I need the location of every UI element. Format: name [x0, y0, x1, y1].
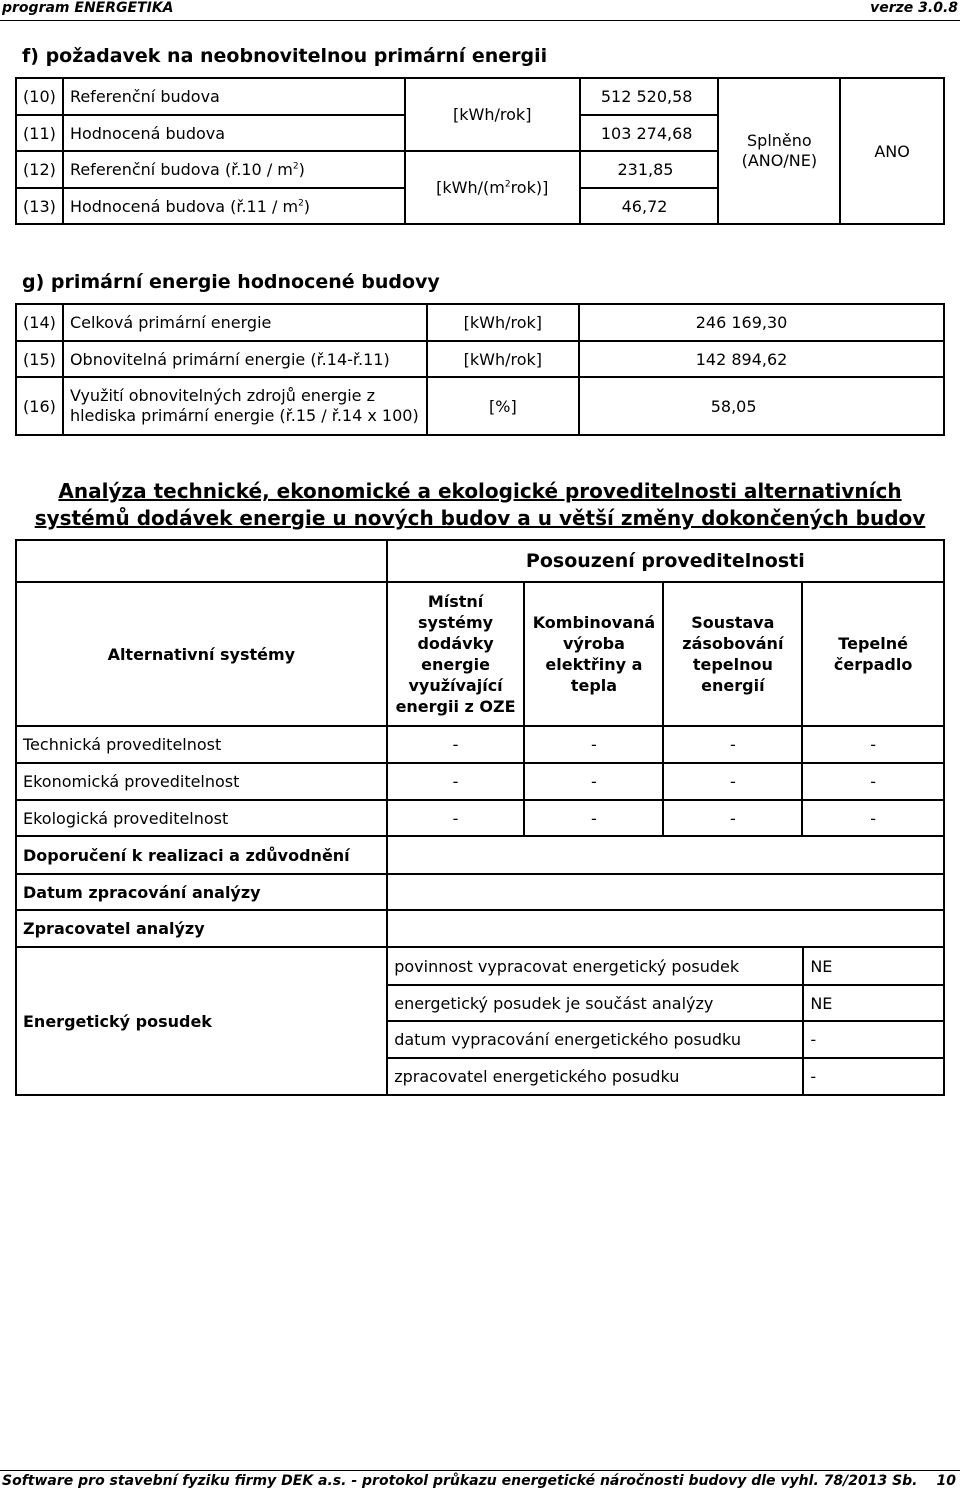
- cell-value: -: [387, 800, 525, 836]
- cell-value: -: [663, 726, 802, 763]
- cell-value: -: [663, 800, 802, 836]
- row-num: (11): [16, 115, 63, 151]
- row-value: 142 894,62: [579, 341, 944, 377]
- section-g-title: g) primární energie hodnocené budovy: [22, 271, 440, 293]
- met-value: ANO: [840, 78, 944, 224]
- cell-value: -: [524, 800, 663, 836]
- cell-value: -: [663, 763, 802, 800]
- report-row-value: NE: [803, 947, 944, 985]
- version: verze 3.0.8: [870, 0, 958, 16]
- section-g-table: [15, 303, 945, 436]
- row-value: 512 520,58: [580, 78, 719, 115]
- row-num: (15): [16, 341, 63, 377]
- row-label: Hodnocená budova (ř.11 / $m^2$): [63, 188, 405, 224]
- page-header: [0, 0, 960, 21]
- report-row-value: -: [803, 1058, 944, 1095]
- row-unit: [kWh/rok]: [427, 304, 579, 341]
- col-header-heat-pump: Tepelné čerpadlo: [802, 582, 944, 726]
- processor-label: Zpracovatel analýzy: [16, 910, 387, 947]
- energy-report-table: [15, 946, 945, 1096]
- report-row-label: povinnost vypracovat energetický posudek: [387, 947, 803, 985]
- col-header-chp: Kombinovaná výroba elektřiny a tepla: [524, 582, 663, 726]
- cell-value: -: [524, 726, 663, 763]
- row-num: (14): [16, 304, 63, 341]
- row-label: Hodnocená budova: [63, 115, 405, 151]
- col-header-district-heating: Soustava zásobování tepelnou energií: [663, 582, 802, 726]
- section-f-table: [15, 77, 945, 225]
- row-label: Využití obnovitelných zdrojů energie z hlediska primární energie (ř.15 / ř.14 x 100): [63, 377, 427, 435]
- cell-value: -: [387, 763, 525, 800]
- energy-report-label: Energetický posudek: [16, 947, 387, 1095]
- assessment-header: Posouzení proveditelnosti: [387, 540, 944, 582]
- row-num: (16): [16, 377, 63, 435]
- analysis-table: [15, 539, 945, 948]
- page-number: 10: [936, 1473, 956, 1489]
- row-value: 246 169,30: [579, 304, 944, 341]
- row-label: Ekologická proveditelnost: [16, 800, 387, 836]
- report-row-label: energetický posudek je součást analýzy: [387, 985, 803, 1021]
- blank-cell: [16, 540, 387, 582]
- recommendation-value: [387, 836, 944, 874]
- row-unit: [kWh/rok]: [427, 341, 579, 377]
- row-label: Technická proveditelnost: [16, 726, 387, 763]
- cell-value: -: [802, 726, 944, 763]
- report-row-value: NE: [803, 985, 944, 1021]
- cell-value: -: [524, 763, 663, 800]
- row-label: Referenční budova: [63, 78, 405, 115]
- cell-value: -: [802, 763, 944, 800]
- report-row-label: zpracovatel energetického posudku: [387, 1058, 803, 1095]
- row-label: Obnovitelná primární energie (ř.14-ř.11): [63, 341, 427, 377]
- met-label: Splněno (ANO/NE): [718, 78, 840, 224]
- analysis-title: Analýza technické, ekonomické a ekologické proveditelnosti alternativních systémů dodávek energie u nových budov a u větší změny dokončených budov: [34, 479, 926, 530]
- footer-text: Software pro stavební fyziku firmy DEK a.s. - protokol průkazu energetické náročnosti budovy dle vyhl. 78/2013 Sb.: [2, 1473, 918, 1489]
- row-num: (10): [16, 78, 63, 115]
- row-label: Ekonomická proveditelnost: [16, 763, 387, 800]
- cell-value: -: [802, 800, 944, 836]
- alt-systems-header: Alternativní systémy: [16, 582, 387, 726]
- processor-value: [387, 910, 944, 947]
- row-unit: [%]: [427, 377, 579, 435]
- row-value: 103 274,68: [580, 115, 719, 151]
- col-header-oze: Místní systémy dodávky energie využívající energii z OZE: [387, 582, 525, 726]
- unit-cell: $[kWh/(m^2rok)]$: [405, 151, 580, 224]
- date-label: Datum zpracování analýzy: [16, 874, 387, 910]
- row-value: 46,72: [580, 188, 719, 224]
- section-f-title: f) požadavek na neobnovitelnou primární energii: [22, 45, 548, 67]
- recommendation-label: Doporučení k realizaci a zdůvodnění: [16, 836, 387, 874]
- report-row-value: -: [803, 1021, 944, 1058]
- report-row-label: datum vypracování energetického posudku: [387, 1021, 803, 1058]
- row-label: Referenční budova (ř.10 / $m^2$): [63, 151, 405, 188]
- row-num: (12): [16, 151, 63, 188]
- date-value: [387, 874, 944, 910]
- unit-cell: [kWh/rok]: [405, 78, 580, 151]
- row-value: 58,05: [579, 377, 944, 435]
- page-footer: [0, 1470, 960, 1492]
- cell-value: -: [387, 726, 525, 763]
- row-label: Celková primární energie: [63, 304, 427, 341]
- program-name: program ENERGETIKA: [2, 0, 174, 16]
- row-num: (13): [16, 188, 63, 224]
- row-value: 231,85: [580, 151, 719, 188]
